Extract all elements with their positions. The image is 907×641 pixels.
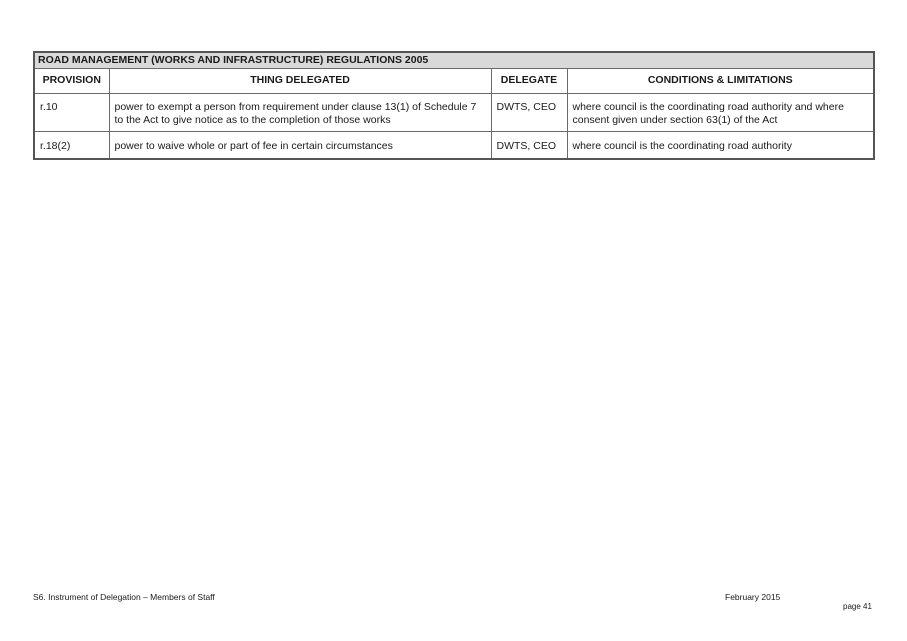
footer-document-title: S6. Instrument of Delegation – Members of Staff [33,592,215,602]
footer-date: February 2015 [725,592,781,602]
cell-conditions: where council is the coordinating road authority and where consent given under section 63(1) of the Act [567,93,874,132]
header-delegate: DELEGATE [491,68,567,93]
cell-conditions: where council is the coordinating road authority [567,132,874,160]
footer-page-number: page 41 [843,602,872,611]
cell-thing-delegated: power to exempt a person from requirement under clause 13(1) of Schedule 7 to the Act to give notice as to the completion of those works [109,93,491,132]
header-conditions: CONDITIONS & LIMITATIONS [567,68,874,93]
header-provision: PROVISION [34,68,109,93]
header-thing-delegated: THING DELEGATED [109,68,491,93]
cell-provision: r.18(2) [34,132,109,160]
table-title: ROAD MANAGEMENT (WORKS AND INFRASTRUCTURE) REGULATIONS 2005 [34,52,874,68]
table-header-row [34,68,874,93]
table-row [34,132,874,160]
cell-thing-delegated: power to waive whole or part of fee in certain circumstances [109,132,491,160]
cell-delegate: DWTS, CEO [491,132,567,160]
delegation-table [33,51,875,160]
cell-delegate: DWTS, CEO [491,93,567,132]
table-title-row [34,52,874,68]
table-row [34,93,874,132]
cell-provision: r.10 [34,93,109,132]
